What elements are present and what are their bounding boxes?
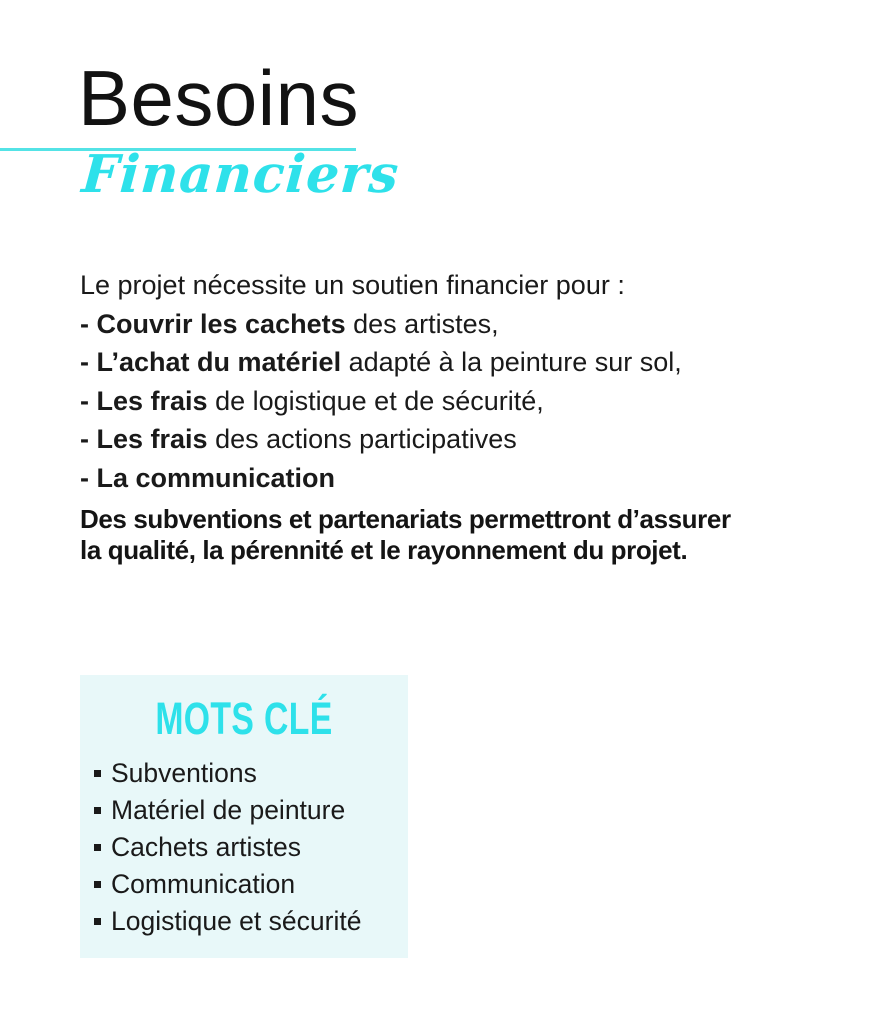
- need-item: [80, 343, 800, 382]
- need-item-bold: - La communication: [80, 462, 336, 493]
- keyword-item: [94, 829, 408, 866]
- page-title: Besoins: [78, 54, 359, 142]
- keyword-item: [94, 792, 408, 829]
- need-item-bold: - L’achat du matériel: [80, 347, 342, 377]
- need-item: [80, 459, 800, 498]
- keywords-box: [80, 675, 408, 958]
- need-item-rest: des artistes,: [345, 308, 499, 339]
- keyword-item: [94, 903, 408, 940]
- keyword-label: Subventions: [111, 757, 257, 788]
- square-bullet-icon: [94, 770, 101, 777]
- keyword-label: Cachets artistes: [111, 831, 301, 862]
- keyword-label: Logistique et sécurité: [111, 905, 362, 936]
- keywords-box-title: MOTS CLÉ: [155, 693, 333, 744]
- need-item: [80, 382, 800, 421]
- need-item: [80, 305, 800, 344]
- need-item-rest: adapté à la peinture sur sol,: [341, 347, 682, 377]
- need-item: [80, 420, 800, 459]
- intro-text: Le projet nécessite un soutien financier pour :: [80, 270, 625, 300]
- page-subtitle: Financiers: [79, 144, 402, 205]
- conclusion-line: Des subventions et partenariats permettront d’assurer: [80, 504, 731, 534]
- needs-section: [80, 266, 800, 497]
- square-bullet-icon: [94, 918, 101, 925]
- need-item-bold: - Les frais: [80, 424, 208, 454]
- square-bullet-icon: [94, 844, 101, 851]
- need-item-rest: de logistique et de sécurité,: [207, 385, 544, 416]
- need-item-rest: des actions participatives: [207, 424, 517, 454]
- keyword-item: [94, 755, 408, 792]
- conclusion-text: [80, 504, 800, 566]
- keyword-item: [94, 866, 408, 903]
- square-bullet-icon: [94, 881, 101, 888]
- square-bullet-icon: [94, 807, 101, 814]
- need-item-bold: - Les frais: [80, 385, 208, 416]
- need-item-bold: - Couvrir les cachets: [80, 308, 346, 339]
- keyword-label: Matériel de peinture: [111, 794, 346, 825]
- keyword-label: Communication: [111, 868, 296, 899]
- keywords-list: [80, 755, 408, 940]
- conclusion-line: la qualité, la pérennité et le rayonnement du projet.: [80, 535, 688, 565]
